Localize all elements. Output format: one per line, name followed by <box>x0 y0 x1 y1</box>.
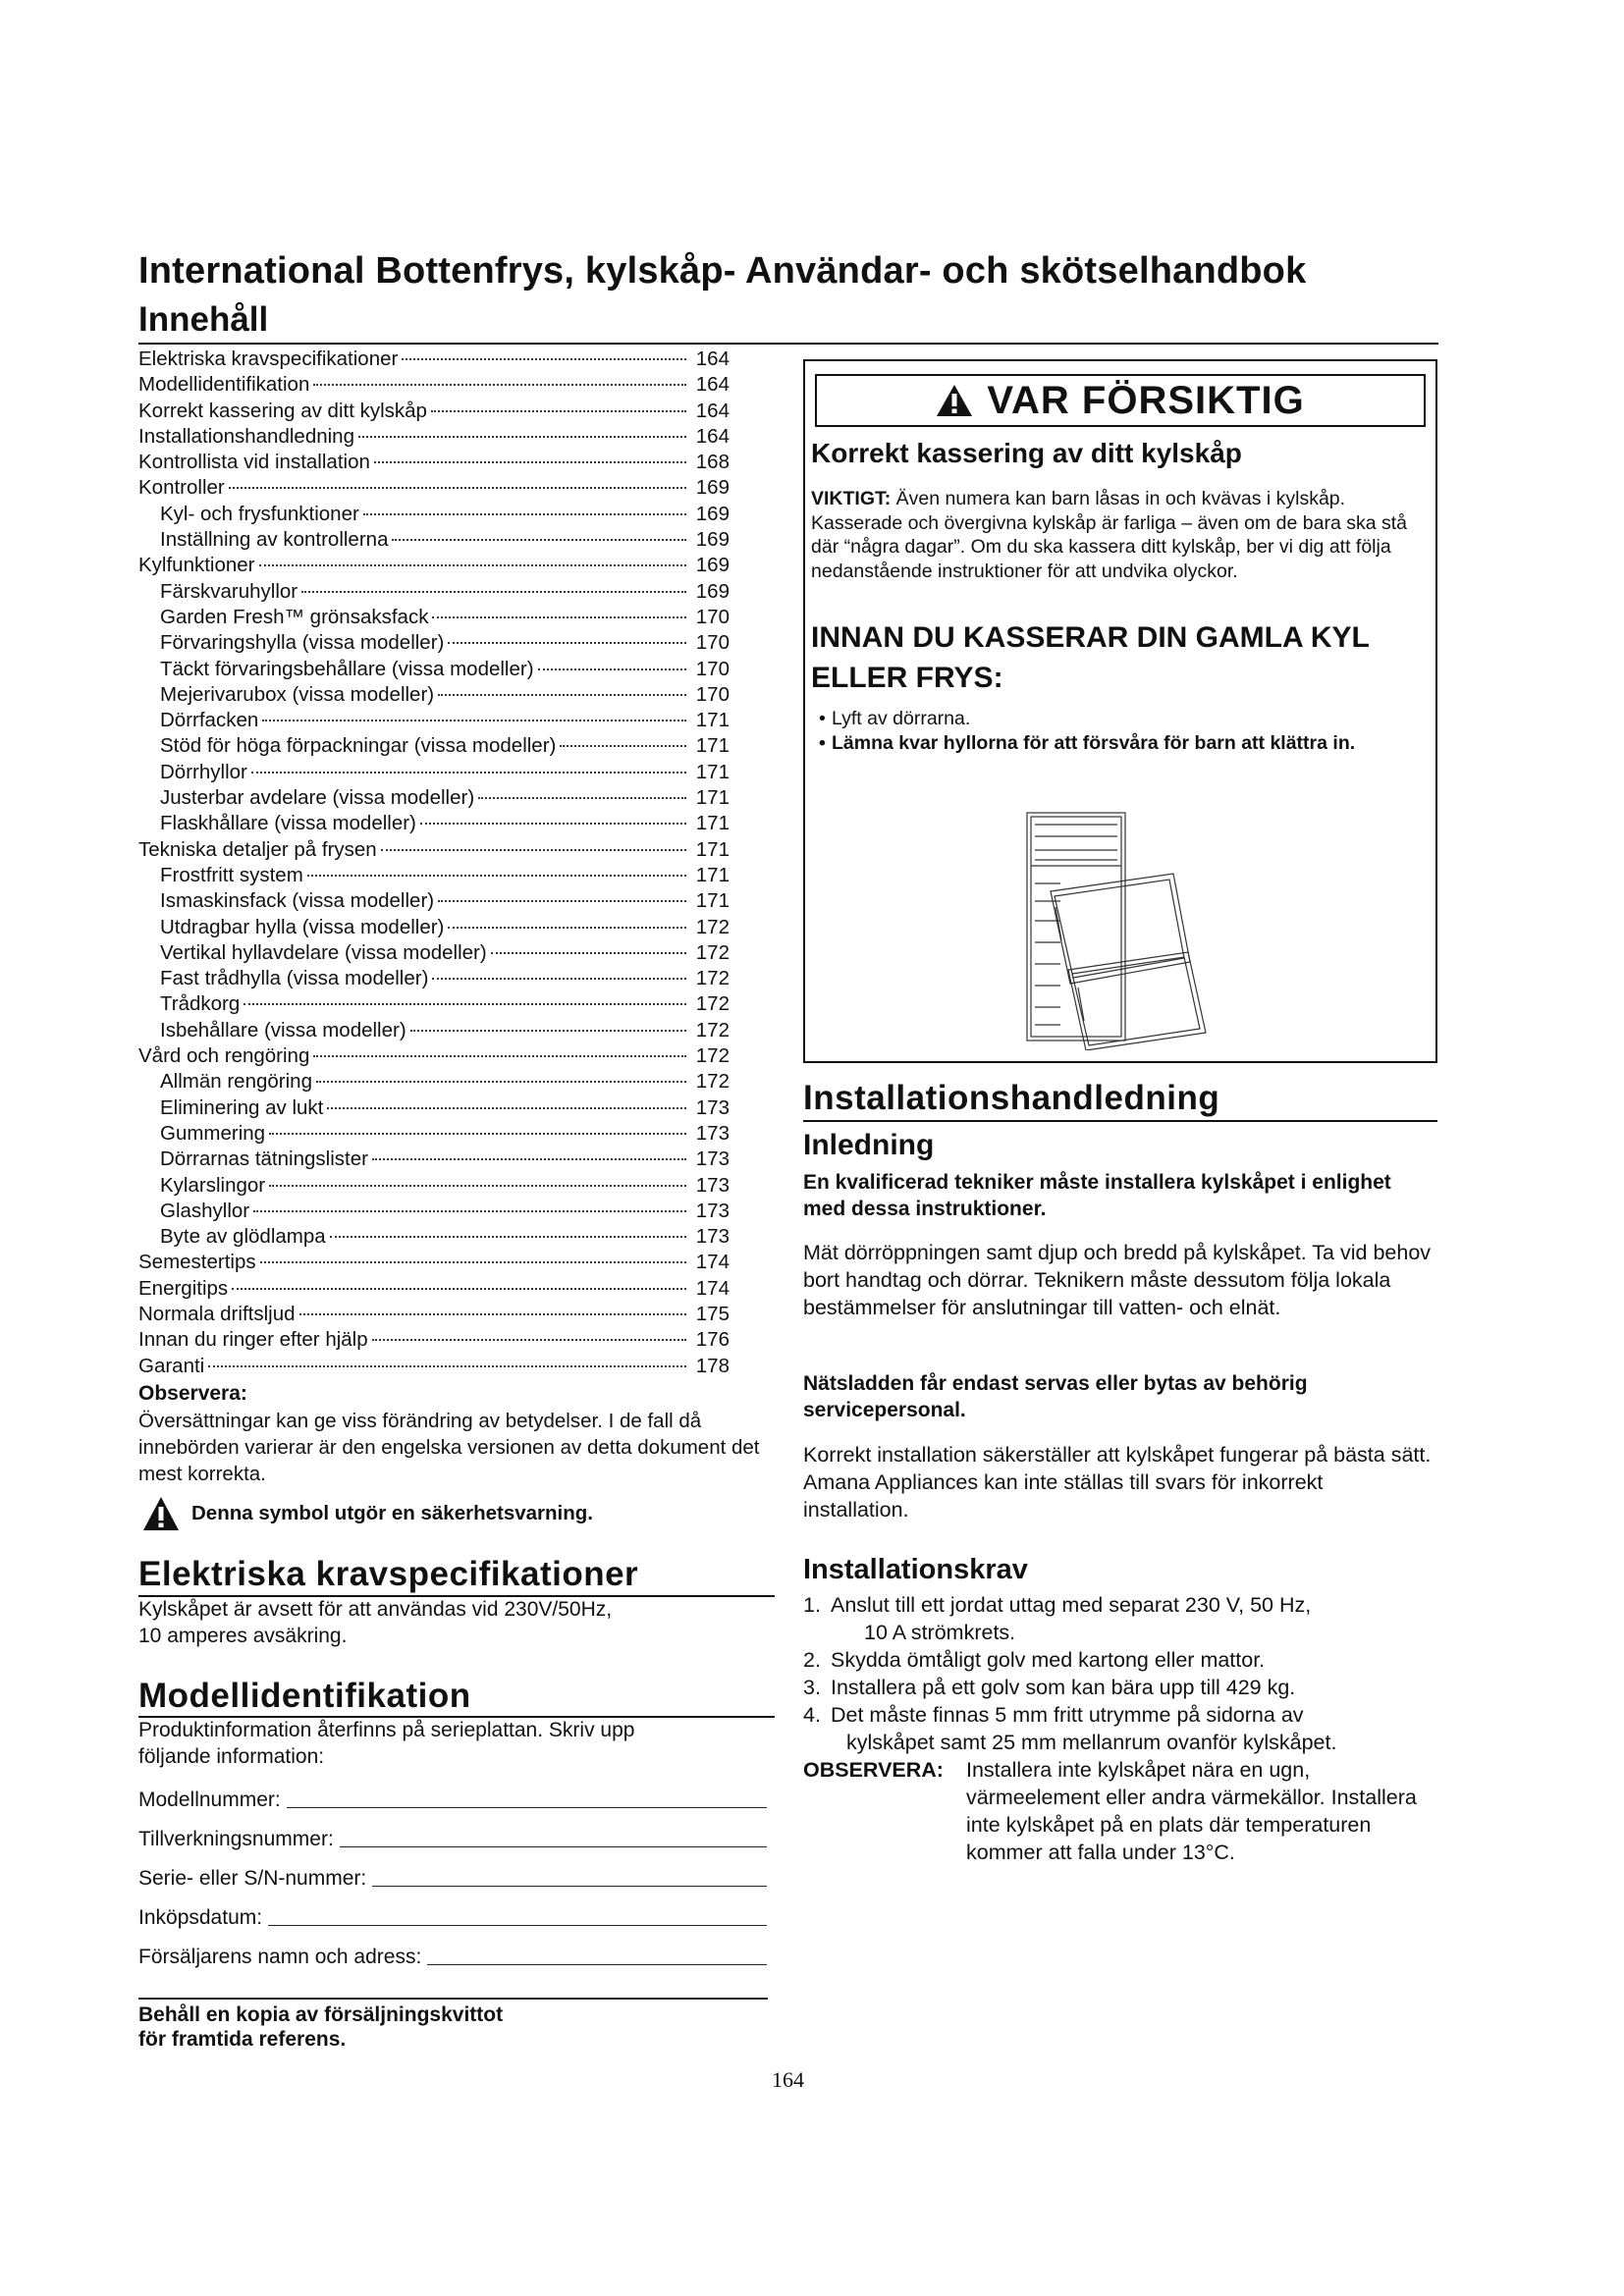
toc-entry-page: 168 <box>695 451 730 474</box>
list-item <box>803 1674 1441 1701</box>
toc-entry-page: 171 <box>695 786 730 810</box>
toc-entry[interactable] <box>138 1043 730 1069</box>
toc-entry[interactable] <box>138 527 730 553</box>
toc-entry-label: Kyl- och frysfunktioner <box>160 502 359 525</box>
field-inkopsdatum[interactable] <box>138 1906 767 1930</box>
toc-entry-label: Vertikal hyllavdelare (vissa modeller) <box>160 940 487 964</box>
elektriska-heading: Elektriska kravspecifikationer <box>138 1555 639 1593</box>
toc-leader-dots <box>432 978 686 980</box>
toc-entry-page: 169 <box>695 579 730 603</box>
toc-entry-label: Dörrhyllor <box>160 760 247 783</box>
toc-entry[interactable] <box>138 1224 730 1250</box>
toc-entry[interactable] <box>138 888 730 914</box>
warning-subtitle: Korrekt kassering av ditt kylskåp <box>811 438 1242 468</box>
field-modellnummer[interactable] <box>138 1789 767 1812</box>
list-item <box>803 1591 1441 1646</box>
list-text: Skydda ömtåligt golv med kartong eller mattor. <box>831 1648 1266 1672</box>
toc-entry-page: 173 <box>695 1199 730 1222</box>
toc-entry-page: 172 <box>695 1018 730 1041</box>
toc-leader-dots <box>448 642 686 644</box>
toc-entry[interactable] <box>138 347 730 372</box>
document-title: International Bottenfrys, kylskåp- Användar- och skötselhandbok <box>138 250 1307 292</box>
toc-leader-dots <box>431 410 686 412</box>
toc-entry-label: Garanti <box>138 1354 205 1377</box>
toc-entry-label: Färskvaruhyllor <box>160 579 298 603</box>
toc-entry[interactable] <box>138 837 730 863</box>
toc-entry[interactable] <box>138 1354 730 1379</box>
toc-entry-label: Dörrarnas tätningslister <box>160 1148 368 1171</box>
toc-entry-page: 171 <box>695 760 730 783</box>
toc-entry-page: 172 <box>695 992 730 1016</box>
toc-entry[interactable] <box>138 630 730 656</box>
toc-entry-page: 172 <box>695 915 730 938</box>
toc-entry[interactable] <box>138 579 730 605</box>
field-label: Försäljarens namn och adress: <box>138 1946 422 1968</box>
list-text: Det måste finnas 5 mm fritt utrymme på sidorna av <box>831 1703 1304 1727</box>
toc-entry-page: 173 <box>695 1095 730 1119</box>
toc-leader-dots <box>260 1261 686 1263</box>
inledning-heading: Inledning <box>803 1129 935 1161</box>
observera-install-note <box>803 1756 1441 1866</box>
viktigt-text: Även numera kan barn låsas in och kvävas i kylskåp. Kasserade och övergivna kylskåp är farliga – även om de bara ska stå där “några dagar”. Om du ska kassera ditt kylskåp, ber vi dig att följa nedanstående instruktioner för att undvika olyckor. <box>811 488 1407 582</box>
field-tillverkningsnummer[interactable] <box>138 1828 767 1851</box>
toc-leader-dots <box>560 745 686 747</box>
warning-heading2: INNAN DU KASSERAR DIN GAMLA KYL ELLER FRYS: <box>811 621 1370 694</box>
toc-entry-page: 169 <box>695 476 730 500</box>
field-line <box>287 1807 767 1808</box>
toc-entry[interactable] <box>138 863 730 888</box>
toc-entry[interactable] <box>138 450 730 475</box>
modell-heading: Modellidentifikation <box>138 1677 471 1715</box>
toc-entry-page: 173 <box>695 1121 730 1145</box>
toc-entry-page: 171 <box>695 734 730 758</box>
toc-entry-label: Installationshandledning <box>138 424 354 448</box>
modell-line1: Produktinformation återfinns på serieplattan. Skriv upp <box>138 1719 635 1741</box>
toc-entry-page: 170 <box>695 682 730 706</box>
safety-symbol-text: Denna symbol utgör en säkerhetsvarning. <box>191 1502 593 1524</box>
list-num: 2. <box>803 1648 821 1672</box>
toc-entry-label: Justerbar avdelare (vissa modeller) <box>160 786 475 810</box>
toc-entry-page: 176 <box>695 1328 730 1352</box>
toc-leader-dots <box>448 927 686 929</box>
toc-leader-dots <box>402 358 686 360</box>
toc-entry-page: 164 <box>695 399 730 422</box>
toc-entry-page: 170 <box>695 605 730 628</box>
toc-entry-label: Fast trådhylla (vissa modeller) <box>160 967 429 990</box>
toc-leader-dots <box>244 1003 686 1005</box>
warning-title: VAR FÖRSIKTIG <box>987 378 1305 422</box>
toc-entry-label: Korrekt kassering av ditt kylskåp <box>138 399 427 422</box>
inledning-para1: Mät dörröppningen samt djup och bredd på kylskåpet. Ta vid behov bort handtag och dörrar. Teknikern måste dessutom följa lokala bestämmelser för anslutningar till vatten- och elnät. <box>803 1241 1432 1319</box>
toc-entry[interactable] <box>138 553 730 578</box>
warning-triangle-icon <box>936 384 973 417</box>
toc-leader-dots <box>432 616 686 618</box>
field-line <box>340 1846 767 1847</box>
toc-entry[interactable] <box>138 1276 730 1302</box>
observera-label: OBSERVERA: <box>803 1758 944 1782</box>
toc-leader-dots <box>410 1030 686 1032</box>
toc-entry[interactable] <box>138 1121 730 1147</box>
toc-entry-label: Semestertips <box>138 1251 256 1274</box>
toc-entry-page: 170 <box>695 657 730 680</box>
list-item <box>803 1701 1441 1756</box>
field-line <box>268 1925 767 1926</box>
toc-entry[interactable] <box>138 785 730 811</box>
toc-entry-label: Kontrollista vid installation <box>138 451 370 474</box>
inledning-para2: Korrekt installation säkerställer att kylskåpet fungerar på bästa sätt. Amana Appliances kan inte ställas till svars för inkorrekt installation. <box>803 1443 1432 1522</box>
toc-entry[interactable] <box>138 399 730 424</box>
toc-entry[interactable] <box>138 475 730 501</box>
toc-entry-label: Utdragbar hylla (vissa modeller) <box>160 915 445 938</box>
toc-leader-dots <box>313 384 686 386</box>
toc-entry[interactable] <box>138 1095 730 1121</box>
safety-symbol-row <box>142 1496 593 1531</box>
toc-leader-dots <box>372 1158 686 1160</box>
viktigt-label: VIKTIGT: <box>811 488 892 509</box>
toc-entry-page: 173 <box>695 1225 730 1249</box>
toc-leader-dots <box>251 772 686 774</box>
page-number: 164 <box>772 2067 804 2092</box>
toc-entry-label: Dörrfacken <box>160 709 259 732</box>
warning-title-box <box>815 374 1426 427</box>
receipt-rule <box>138 1998 768 2000</box>
toc-leader-dots <box>269 1185 686 1187</box>
toc-entry-label: Ismaskinsfack (vissa modeller) <box>160 889 435 913</box>
toc-entry-label: Kontroller <box>138 476 225 500</box>
list-num: 3. <box>803 1676 821 1699</box>
toc-entry-page: 175 <box>695 1302 730 1325</box>
toc-entry-page: 171 <box>695 863 730 886</box>
toc-leader-dots <box>316 1081 686 1083</box>
elektriska-line2: 10 amperes avsäkring. <box>138 1625 348 1647</box>
observera-text: Översättningar kan ge viss förändring av betydelser. I de fall då innebörden varierar är den engelska versionen av detta dokument det mest korrekta. <box>138 1410 760 1485</box>
toc-entry-label: Allmän rengöring <box>160 1070 312 1094</box>
toc-entry[interactable] <box>138 1069 730 1095</box>
toc-entry-label: Mejerivarubox (vissa modeller) <box>160 682 435 706</box>
toc-leader-dots <box>229 487 686 489</box>
toc-entry[interactable] <box>138 915 730 940</box>
toc-entry-page: 171 <box>695 889 730 913</box>
krav-list <box>803 1591 1441 1866</box>
list-num: 1. <box>803 1593 821 1617</box>
toc-leader-dots <box>253 1210 686 1212</box>
toc-entry[interactable] <box>138 940 730 966</box>
toc-entry-page: 171 <box>695 812 730 835</box>
toc-entry[interactable] <box>138 733 730 759</box>
toc-entry-page: 172 <box>695 1070 730 1094</box>
toc-entry-page: 170 <box>695 631 730 655</box>
toc-entry-label: Garden Fresh™ grönsaksfack <box>160 605 429 628</box>
receipt-note <box>138 2002 503 2052</box>
modell-line2: följande information: <box>138 1745 325 1768</box>
toc-leader-dots <box>372 1339 686 1341</box>
toc-leader-dots <box>381 849 686 851</box>
toc-entry-label: Trådkorg <box>160 992 241 1016</box>
field-label: Tillverkningsnummer: <box>138 1828 334 1850</box>
toc-entry-label: Frostfritt system <box>160 863 303 886</box>
toc-entry[interactable] <box>138 372 730 398</box>
toc-leader-dots <box>262 720 686 721</box>
bullet-item: • Lämna kvar hyllorna för att försvåra för barn att klättra in. <box>815 731 1424 756</box>
bullet-item: • Lyft av dörrarna. <box>815 707 1424 731</box>
natsladd-note: Nätsladden får endast servas eller bytas av behörig servicepersonal. <box>803 1372 1308 1421</box>
toc-leader-dots <box>232 1288 686 1290</box>
toc-leader-dots <box>330 1236 686 1238</box>
toc-entry[interactable] <box>138 760 730 785</box>
toc-entry-label: Flaskhållare (vissa modeller) <box>160 812 416 835</box>
toc-entry-page: 173 <box>695 1173 730 1197</box>
field-label: Serie- eller S/N-nummer: <box>138 1867 367 1890</box>
toc-entry[interactable] <box>138 1250 730 1275</box>
list-text: kylskåpet samt 25 mm mellanrum ovanför kylskåpet. <box>846 1731 1337 1754</box>
toc-entry-label: Stöd för höga förpackningar (vissa modeller) <box>160 734 557 758</box>
list-item <box>803 1646 1441 1674</box>
toc-entry-page: 172 <box>695 940 730 964</box>
toc-entry-page: 164 <box>695 347 730 370</box>
toc-leader-dots <box>420 823 686 825</box>
field-forsaljare[interactable] <box>138 1946 767 1969</box>
toc-entry[interactable] <box>138 1302 730 1327</box>
toc-entry[interactable] <box>138 502 730 527</box>
toc-heading: Innehåll <box>138 300 269 339</box>
toc-entry[interactable] <box>138 1018 730 1043</box>
toc-entry-label: Elektriska kravspecifikationer <box>138 347 399 370</box>
list-text: Anslut till ett jordat uttag med separat 230 V, 50 Hz, <box>831 1593 1312 1617</box>
toc-entry-page: 169 <box>695 528 730 552</box>
toc-leader-dots <box>438 900 686 902</box>
receipt-note-line2: för framtida referens. <box>138 2028 347 2051</box>
toc-entry-label: Förvaringshylla (vissa modeller) <box>160 631 445 655</box>
toc-entry-page: 164 <box>695 373 730 397</box>
toc-leader-dots <box>363 513 686 515</box>
toc-entry-page: 172 <box>695 967 730 990</box>
field-serienummer[interactable] <box>138 1867 767 1891</box>
heading-rule <box>138 343 1438 345</box>
toc-entry-page: 171 <box>695 709 730 732</box>
toc-entry[interactable] <box>138 811 730 836</box>
list-text: Installera på ett golv som kan bära upp till 429 kg. <box>831 1676 1296 1699</box>
toc-entry[interactable] <box>138 682 730 708</box>
warning-triangle-icon <box>142 1496 180 1531</box>
toc-entry[interactable] <box>138 605 730 630</box>
toc-entry-page: 169 <box>695 502 730 525</box>
toc-leader-dots <box>307 875 686 877</box>
toc-leader-dots <box>478 797 686 799</box>
warning-text <box>811 487 1420 583</box>
toc-entry[interactable] <box>138 424 730 450</box>
toc-entry[interactable] <box>138 708 730 733</box>
toc-entry[interactable] <box>138 1173 730 1199</box>
toc-entry-label: Isbehållare (vissa modeller) <box>160 1018 406 1041</box>
field-line <box>427 1964 767 1965</box>
receipt-note-line1: Behåll en kopia av försäljningskvittot <box>138 2003 504 2026</box>
toc-leader-dots <box>301 591 686 593</box>
toc-entry-page: 174 <box>695 1276 730 1300</box>
fridge-doors-removed-illustration <box>1021 805 1218 1050</box>
installation-heading: Installationshandledning <box>803 1079 1220 1117</box>
toc-leader-dots <box>208 1365 686 1367</box>
toc-entry[interactable] <box>138 1147 730 1172</box>
toc-entry-label: Normala driftsljud <box>138 1302 296 1325</box>
field-label: Inköpsdatum: <box>138 1906 263 1929</box>
toc-entry[interactable] <box>138 966 730 991</box>
toc-entry-label: Modellidentifikation <box>138 373 310 397</box>
installation-rule <box>803 1120 1437 1122</box>
toc-entry-label: Innan du ringer efter hjälp <box>138 1328 368 1352</box>
toc-entry-label: Energitips <box>138 1276 229 1300</box>
field-label: Modellnummer: <box>138 1789 281 1811</box>
krav-heading: Installationskrav <box>803 1554 1028 1585</box>
toc-leader-dots <box>438 694 686 696</box>
toc-entry[interactable] <box>138 1327 730 1353</box>
toc-entry-page: 164 <box>695 424 730 448</box>
toc-entry-label: Kylfunktioner <box>138 554 255 577</box>
toc-leader-dots <box>313 1055 686 1057</box>
toc-entry-page: 171 <box>695 837 730 861</box>
toc-entry-label: Glashyllor <box>160 1199 250 1222</box>
toc-entry-label: Tekniska detaljer på frysen <box>138 837 377 861</box>
list-num: 4. <box>803 1703 821 1727</box>
warning-bullets <box>815 707 1424 755</box>
toc-leader-dots <box>327 1107 686 1109</box>
toc-entry-page: 178 <box>695 1354 730 1377</box>
toc-entry-label: Täckt förvaringsbehållare (vissa modeller) <box>160 657 534 680</box>
toc-entry-page: 169 <box>695 554 730 577</box>
list-text: 10 A strömkrets. <box>864 1621 1016 1644</box>
table-of-contents <box>138 347 730 1379</box>
toc-entry[interactable] <box>138 1199 730 1224</box>
elektriska-line1: Kylskåpet är avsett för att användas vid 230V/50Hz, <box>138 1598 613 1621</box>
toc-leader-dots <box>269 1133 686 1135</box>
toc-entry-label: Gummering <box>160 1121 266 1145</box>
observera-heading: Observera: <box>138 1382 247 1405</box>
toc-entry-page: 172 <box>695 1044 730 1068</box>
toc-entry-page: 174 <box>695 1251 730 1274</box>
toc-leader-dots <box>299 1313 687 1315</box>
toc-entry-label: Vård och rengöring <box>138 1044 310 1068</box>
toc-entry-label: Byte av glödlampa <box>160 1225 326 1249</box>
toc-leader-dots <box>358 436 686 438</box>
toc-entry[interactable] <box>138 991 730 1017</box>
toc-entry-label: Inställning av kontrollerna <box>160 528 389 552</box>
toc-leader-dots <box>259 564 686 566</box>
toc-entry-label: Kylarslingor <box>160 1173 266 1197</box>
inledning-bold: En kvalificerad tekniker måste installera kylskåpet i enlighet med dessa instruktioner. <box>803 1171 1391 1220</box>
toc-entry[interactable] <box>138 657 730 682</box>
toc-leader-dots <box>538 668 686 670</box>
toc-entry-label: Eliminering av lukt <box>160 1095 324 1119</box>
toc-leader-dots <box>491 952 686 954</box>
toc-leader-dots <box>374 461 686 463</box>
field-line <box>372 1886 767 1887</box>
observera-text: Installera inte kylskåpet nära en ugn, värmeelement eller andra värmekällor. Installera inte kylskåpet på en plats där temperaturen kommer att falla under 13°C. <box>966 1758 1417 1864</box>
toc-entry-page: 173 <box>695 1148 730 1171</box>
toc-leader-dots <box>392 539 686 541</box>
